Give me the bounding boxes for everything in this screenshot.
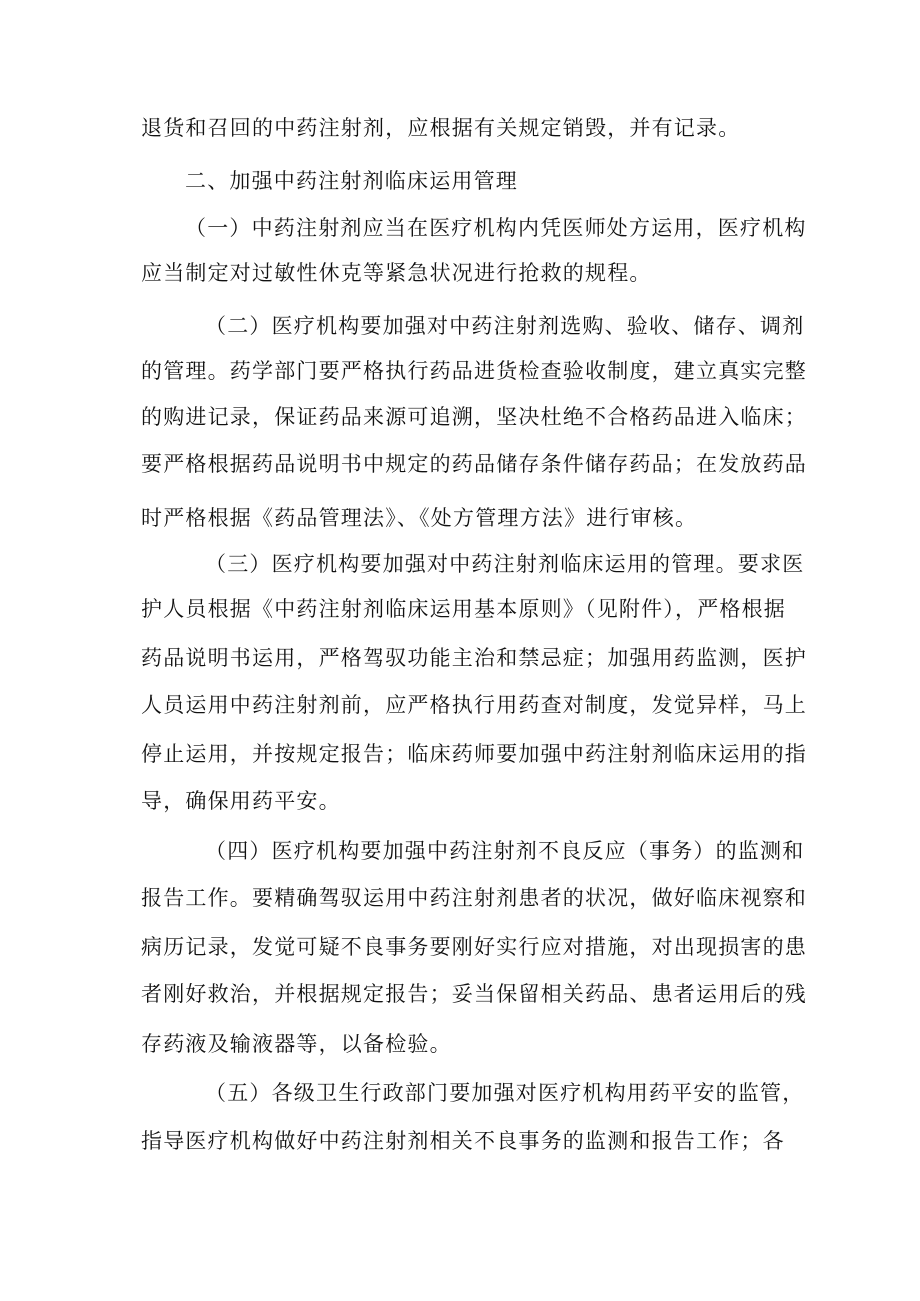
text-line: （一）中药注射剂应当在医疗机构内凭医师处方运用，医疗机构: [185, 216, 807, 240]
text-line: 存药液及输液器等，以备检验。: [141, 1032, 452, 1056]
text-line: （五）各级卫生行政部门要加强对医疗机构用药平安的监管，: [205, 1081, 805, 1105]
text-line: （二）医疗机构要加强对中药注射剂选购、验收、储存、调剂: [205, 314, 805, 338]
text-line: 应当制定对过敏性休克等紧急状况进行抢救的规程。: [141, 261, 652, 285]
text-line: 药品说明书运用，严格驾驭功能主治和禁忌症；加强用药监测，医护: [141, 646, 807, 670]
text-line: 导，确保用药平安。: [141, 789, 341, 813]
text-line: （三）医疗机构要加强对中药注射剂临床运用的管理。要求医: [205, 552, 805, 576]
section-heading: 二、加强中药注射剂临床运用管理: [185, 169, 518, 193]
text-line: 退货和召回的中药注射剂，应根据有关规定销毁，并有记录。: [141, 116, 741, 140]
text-line: 者刚好救治，并根据规定报告；妥当保留相关药品、患者运用后的残: [141, 982, 807, 1006]
text-line: 报告工作。要精确驾驭运用中药注射剂患者的状况，做好临床视察和: [141, 886, 807, 910]
text-line: 的购进记录，保证药品来源可追溯，坚决杜绝不合格药品进入临床；: [141, 405, 807, 429]
text-line: 要严格根据药品说明书中规定的药品储存条件储存药品；在发放药品: [141, 452, 807, 476]
text-line: 指导医疗机构做好中药注射剂相关不良事务的监测和报告工作；各: [141, 1129, 785, 1153]
text-line: 人员运用中药注射剂前，应严格执行用药查对制度，发觉异样，马上: [141, 693, 807, 717]
text-line: （四）医疗机构要加强中药注射剂不良反应（事务）的监测和: [205, 839, 805, 863]
text-line: 时严格根据《药品管理法》、《处方管理方法》进行审核。: [141, 506, 698, 530]
text-line: 停止运用，并按规定报告；临床药师要加强中药注射剂临床运用的指: [141, 742, 807, 766]
text-line: 病历记录，发觉可疑不良事务要刚好实行应对措施，对出现损害的患: [141, 935, 807, 959]
text-line: 护人员根据《中药注射剂临床运用基本原则》（见附件），严格根据: [141, 597, 786, 621]
text-line: 的管理。药学部门要严格执行药品进货检查验收制度，建立真实完整: [141, 359, 807, 383]
